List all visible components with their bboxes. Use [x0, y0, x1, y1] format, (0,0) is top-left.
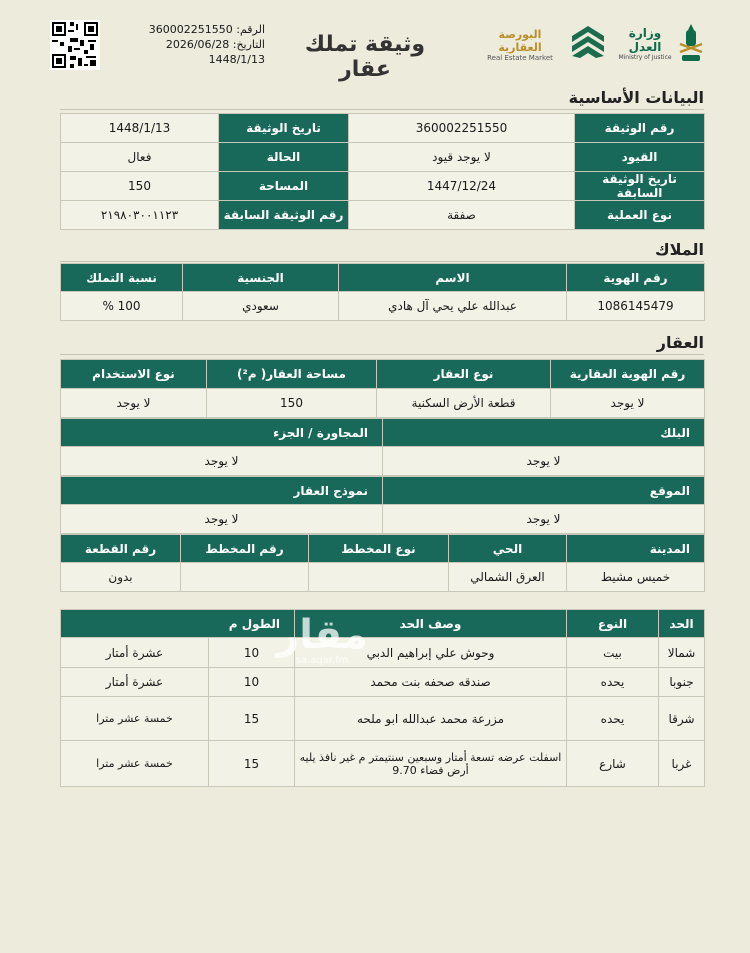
boundary-dir: جنوبا — [659, 668, 705, 697]
table-row — [61, 741, 705, 787]
boundary-desc: مزرعة محمد عبدالله ابو ملحه — [295, 697, 567, 741]
boundary-length-text: عشرة أمتار — [61, 638, 209, 668]
property-id: لا يوجد — [551, 389, 705, 418]
col-property-model: نموذج العقار — [61, 477, 383, 505]
boundary-length-num: 15 — [209, 741, 295, 787]
label-operation-type: نوع العملية — [575, 201, 705, 230]
logos — [480, 18, 710, 68]
property-heading: العقار — [656, 333, 704, 352]
col-property-id: رقم الهوية العقارية — [551, 360, 705, 389]
neighborhood-part-value: لا يوجد — [61, 447, 383, 476]
boundary-type: بيت — [567, 638, 659, 668]
property-table-main — [60, 359, 705, 418]
property-area: 150 — [207, 389, 377, 418]
table-row — [61, 172, 705, 201]
table-row — [61, 697, 705, 741]
document-meta — [140, 22, 265, 67]
label-doc-date: تاريخ الوثيقة — [219, 114, 349, 143]
value-doc-number: 360002251550 — [349, 114, 575, 143]
col-boundary-desc: وصف الحد — [295, 610, 567, 638]
basic-data-heading: البيانات الأساسية — [568, 88, 704, 107]
boundary-length-text: خمسة عشر مترا — [61, 741, 209, 787]
qr-code-icon — [50, 20, 100, 70]
col-location: الموقع — [383, 477, 705, 505]
label-restrictions: القيود — [575, 143, 705, 172]
col-share: نسبة التملك — [61, 264, 183, 292]
location-value: لا يوجد — [383, 505, 705, 534]
real-estate-market-emblem-icon — [568, 22, 608, 62]
usage-type: لا يوجد — [61, 389, 207, 418]
number-value: 360002251550 — [148, 23, 233, 36]
table-header-row — [61, 419, 705, 447]
date-gregorian: 2026/06/28 — [165, 38, 230, 51]
aqar-watermark: مقار sa.aqar.fm — [276, 612, 368, 666]
boundary-length-num: 15 — [209, 697, 295, 741]
number-label: الرقم: — [236, 23, 265, 36]
col-id: رقم الهوية — [567, 264, 705, 292]
table-row — [61, 143, 705, 172]
col-block: البلك — [383, 419, 705, 447]
table-row — [61, 563, 705, 592]
value-restrictions: لا يوجد قيود — [349, 143, 575, 172]
value-doc-date: 1448/1/13 — [61, 114, 219, 143]
value-status: فعال — [61, 143, 219, 172]
col-plan-type: نوع المخطط — [309, 535, 449, 563]
table-header-row — [61, 360, 705, 389]
document-header — [0, 10, 750, 80]
boundary-desc: اسفلت عرضه تسعة أمتار وسبعين سنتيمتر م غير نافذ يليه أرض فضاء 9.70 — [295, 741, 567, 787]
table-row — [61, 201, 705, 230]
boundary-type: شارع — [567, 741, 659, 787]
owners-heading: الملاك — [654, 240, 704, 259]
boundary-dir: شمالا — [659, 638, 705, 668]
saudi-emblem-icon — [676, 22, 706, 64]
boundary-length-text: خمسة عشر مترا — [61, 697, 209, 741]
label-doc-number: رقم الوثيقة — [575, 114, 705, 143]
boundary-dir: غربا — [659, 741, 705, 787]
owner-id: 1086145479 — [567, 292, 705, 321]
divider — [60, 354, 704, 355]
label-prev-doc-number: رقم الوثيقة السابقة — [219, 201, 349, 230]
owners-table — [60, 263, 705, 321]
col-city: المدينة — [567, 535, 705, 563]
plan-type-value — [309, 563, 449, 592]
label-prev-doc-date: تاريخ الوثيقة السابقة — [575, 172, 705, 201]
property-table-location — [60, 476, 705, 534]
value-operation-type: صفقة — [349, 201, 575, 230]
property-model-value: لا يوجد — [61, 505, 383, 534]
value-prev-doc-date: 1447/12/24 — [349, 172, 575, 201]
owner-share: 100 % — [61, 292, 183, 321]
date-hijri: 1448/1/13 — [208, 53, 265, 66]
table-header-row — [61, 610, 705, 638]
boundary-length-num: 10 — [209, 638, 295, 668]
city-value: خميس مشيط — [567, 563, 705, 592]
boundary-length-num: 10 — [209, 668, 295, 697]
table-header-row — [61, 477, 705, 505]
col-neighborhood-part: المجاورة / الجزء — [61, 419, 383, 447]
owner-name: عبدالله علي يحي آل هادي — [339, 292, 567, 321]
label-status: الحالة — [219, 143, 349, 172]
col-property-area: مساحة العقار( م²) — [207, 360, 377, 389]
boundary-type: يحده — [567, 668, 659, 697]
boundary-desc: وحوش علي إبراهيم الدبي — [295, 638, 567, 668]
table-row — [61, 505, 705, 534]
table-row — [61, 114, 705, 143]
property-table-block — [60, 418, 705, 476]
table-row — [61, 389, 705, 418]
label-area: المساحة — [219, 172, 349, 201]
col-nationality: الجنسية — [183, 264, 339, 292]
col-district: الحي — [449, 535, 567, 563]
document-title: وثيقة تملك عقار — [304, 32, 426, 82]
col-plan-number: رقم المخطط — [181, 535, 309, 563]
date-label: التاريخ: — [232, 38, 265, 51]
boundary-length-text: عشرة أمتار — [61, 668, 209, 697]
property-type: قطعة الأرض السكنية — [377, 389, 551, 418]
col-plot-number: رقم القطعة — [61, 535, 181, 563]
table-header-row — [61, 535, 705, 563]
block-value: لا يوجد — [383, 447, 705, 476]
boundaries-table — [60, 609, 705, 787]
value-area: 150 — [61, 172, 219, 201]
plot-number-value: بدون — [61, 563, 181, 592]
table-row — [61, 668, 705, 697]
table-header-row — [61, 264, 705, 292]
table-row — [61, 447, 705, 476]
ministry-of-justice-logo: وزارة العدل Ministry of Justice — [618, 26, 672, 61]
col-name: الاسم — [339, 264, 567, 292]
boundary-desc: صندقه صحفه بنت محمد — [295, 668, 567, 697]
district-value: العرق الشمالي — [449, 563, 567, 592]
col-boundary: الحد — [659, 610, 705, 638]
divider — [60, 109, 704, 110]
col-property-type: نوع العقار — [377, 360, 551, 389]
table-row — [61, 292, 705, 321]
real-estate-market-logo: البورصة العقارية Real Estate Market — [487, 28, 553, 62]
col-usage-type: نوع الاستخدام — [61, 360, 207, 389]
col-boundary-type: النوع — [567, 610, 659, 638]
basic-data-table — [60, 113, 705, 230]
boundary-type: يحده — [567, 697, 659, 741]
table-row — [61, 638, 705, 668]
property-table-city — [60, 534, 705, 592]
plan-number-value — [181, 563, 309, 592]
value-prev-doc-number: ٢١٩٨٠٣٠٠١١٢٣ — [61, 201, 219, 230]
boundary-dir: شرقا — [659, 697, 705, 741]
col-length: الطول م — [61, 610, 295, 638]
divider — [60, 261, 704, 262]
owner-nationality: سعودي — [183, 292, 339, 321]
